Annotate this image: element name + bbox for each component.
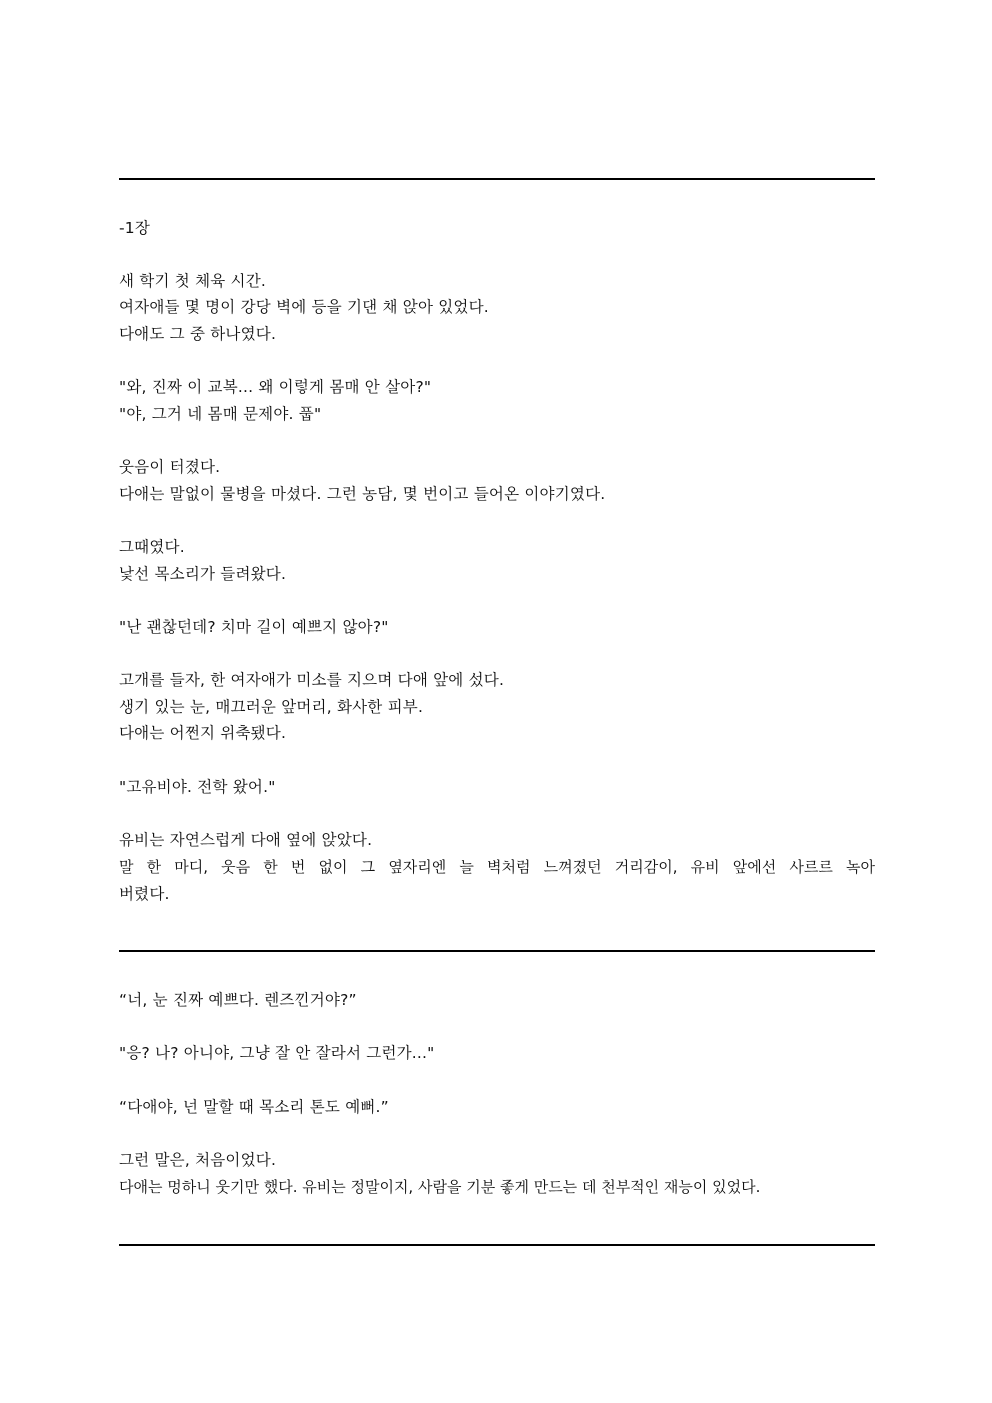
paragraph-line: 그런 말은, 처음이었다. (119, 1151, 277, 1169)
paragraph-line: 다애는 멍하니 웃기만 했다. 유비는 정말이지, 사람을 기분 좋게 만드는 데 천부적인 재능이 있었다. (119, 1178, 761, 1196)
dialogue-line: “너, 눈 진짜 예쁘다. 렌즈낀거야?” (119, 991, 357, 1009)
chapter-heading: -1장 (119, 219, 151, 237)
dialogue-line: "응? 나? 아니야, 그냥 잘 안 잘라서 그런가..." (119, 1044, 435, 1062)
top-divider (119, 178, 875, 180)
paragraph-line: 다애는 어쩐지 위축됐다. (119, 724, 287, 742)
paragraph-line: 말 한 마디, 웃음 한 번 없이 그 옆자리엔 늘 벽처럼 느껴졌던 거리감이, 유비 앞에선 사르르 녹아 (119, 858, 875, 876)
dialogue-line: "난 괜찮던데? 치마 길이 예쁘지 않아?" (119, 618, 389, 636)
paragraph-line: 버렸다. (119, 885, 170, 903)
dialogue-line: “다애야, 넌 말할 때 목소리 톤도 예뻐.” (119, 1098, 389, 1116)
dialogue-line: "고유비야. 전학 왔어." (119, 778, 276, 796)
paragraph-line: 새 학기 첫 체육 시간. (119, 272, 267, 290)
paragraph-line: 여자애들 몇 명이 강당 벽에 등을 기댄 채 앉아 있었다. (119, 298, 489, 316)
paragraph-line: 생기 있는 눈, 매끄러운 앞머리, 화사한 피부. (119, 698, 424, 716)
paragraph-line: 다애는 말없이 물병을 마셨다. 그런 농담, 몇 번이고 들어온 이야기였다. (119, 485, 606, 503)
paragraph-line: 웃음이 터졌다. (119, 458, 221, 476)
paragraph-line: 다애도 그 중 하나였다. (119, 325, 277, 343)
paragraph-line: 낯선 목소리가 들려왔다. (119, 565, 287, 583)
bottom-divider (119, 1244, 875, 1246)
paragraph-line: 그때였다. (119, 538, 185, 556)
dialogue-line: "와, 진짜 이 교복... 왜 이렇게 몸매 안 살아?" (119, 378, 432, 396)
dialogue-line: "야, 그거 네 몸매 문제야. 풉" (119, 405, 322, 423)
paragraph-line: 고개를 들자, 한 여자애가 미소를 지으며 다애 앞에 섰다. (119, 671, 505, 689)
section-divider (119, 950, 875, 952)
paragraph-line: 유비는 자연스럽게 다애 옆에 앉았다. (119, 831, 373, 849)
